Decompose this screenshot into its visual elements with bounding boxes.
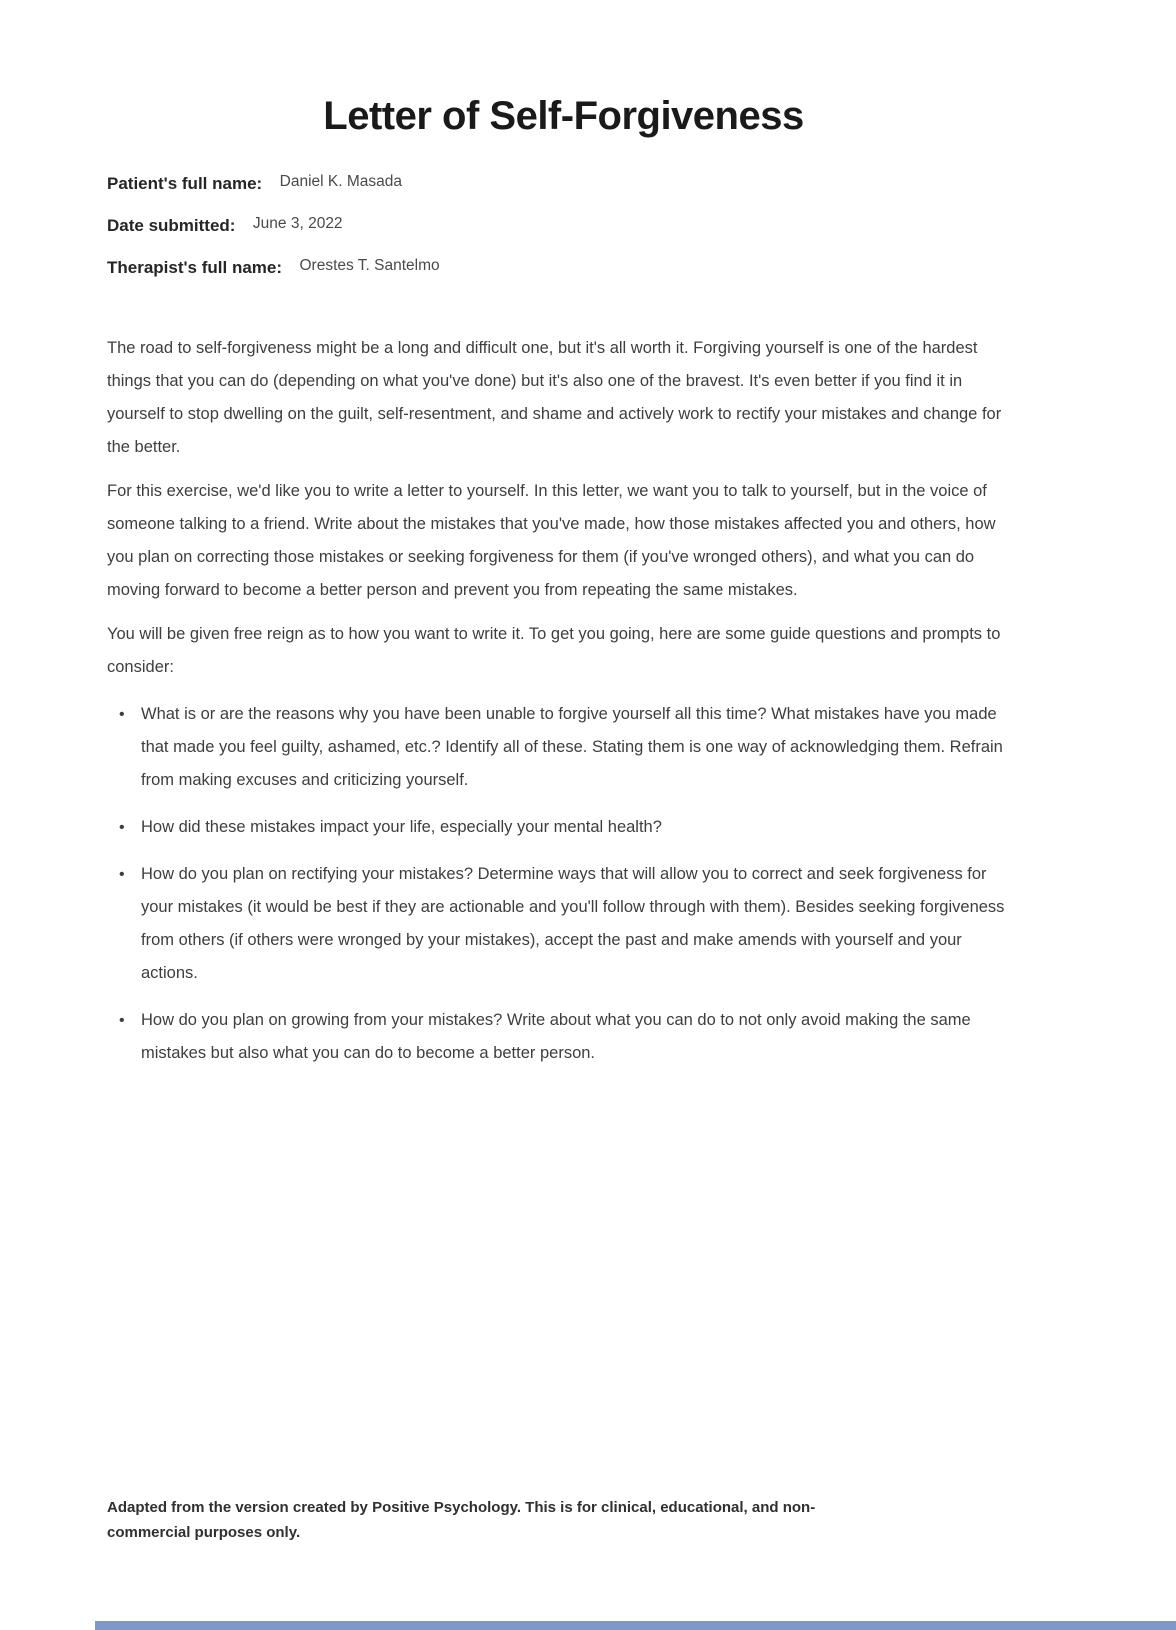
field-date-submitted <box>107 216 1020 238</box>
guide-question-2 <box>107 811 1020 844</box>
guide-question-4 <box>107 1004 1020 1070</box>
intro-paragraph-3: You will be given free reign as to how you want to write it. To get you going, here are some guide questions and prompts to consider: <box>107 625 1001 676</box>
document-content <box>107 0 1020 1084</box>
bullet-marker: • <box>119 866 125 883</box>
bullet-marker: • <box>119 1012 125 1029</box>
patient-name-label: Patient's full name: <box>107 174 263 193</box>
guide-question-4-text: How do you plan on growing from your mistakes? Write about what you can do to not only avoid making the same mistakes but also what you can do to become a better person. <box>141 1011 971 1062</box>
field-therapist-name <box>107 258 1020 280</box>
bullet-marker: • <box>119 819 125 836</box>
field-patient-name <box>107 174 1020 196</box>
guide-questions-list <box>107 698 1020 1070</box>
page-title: Letter of Self-Forgiveness <box>323 94 804 138</box>
bullet-marker: • <box>119 706 125 723</box>
date-submitted-value: June 3, 2022 <box>252 215 343 232</box>
therapist-name-value: Orestes T. Santelmo <box>299 257 440 274</box>
body-text <box>107 332 1020 1070</box>
intro-paragraph-1: The road to self-forgiveness might be a long and difficult one, but it's all worth it. Forgiving yourself is one of the hardest things that you can do (depending on what you've done) but it's also one of the bravest. It's even better if you find it in yourself to stop dwelling on the guilt, self-resentment, and shame and actively work to rectify your mistakes and change for the better. <box>107 339 1002 456</box>
therapist-name-label: Therapist's full name: <box>107 258 283 277</box>
guide-question-1-text: What is or are the reasons why you have been unable to forgive yourself all this time? What mistakes have you made that made you feel guilty, ashamed, etc.? Identify all of these. Stating them is one way of acknowledging them. Refrain from making excuses and criticizing yourself. <box>141 705 1003 789</box>
guide-question-3 <box>107 858 1020 990</box>
date-submitted-label: Date submitted: <box>107 216 236 235</box>
intro-paragraph-2: For this exercise, we'd like you to write a letter to yourself. In this letter, we want you to talk to yourself, but in the voice of someone talking to a friend. Write about the mistakes that you've made, how those mistakes affected you and others, how you plan on correcting those mistakes or seeking forgiveness for them (if you've wronged others), and what you can do moving forward to become a better person and prevent you from repeating the same mistakes. <box>107 482 996 599</box>
attribution-line-2: commercial purposes only. <box>107 1524 301 1541</box>
footer-accent-bar <box>95 1621 1176 1630</box>
guide-question-1 <box>107 698 1020 797</box>
guide-question-2-text: How did these mistakes impact your life, especially your mental health? <box>141 818 662 836</box>
patient-name-value: Daniel K. Masada <box>279 173 402 190</box>
attribution-note <box>107 1495 1007 1545</box>
attribution-line-1: Adapted from the version created by Positive Psychology. This is for clinical, educational, and non- <box>107 1499 816 1516</box>
guide-question-3-text: How do you plan on rectifying your mistakes? Determine ways that will allow you to correct and seek forgiveness for your mistakes (it would be best if they are actionable and you'll follow through with them). Besides seeking forgiveness from others (if others were wronged by your mistakes), accept the past and make amends with yourself and your actions. <box>141 865 1005 982</box>
header-fields <box>107 174 1020 280</box>
